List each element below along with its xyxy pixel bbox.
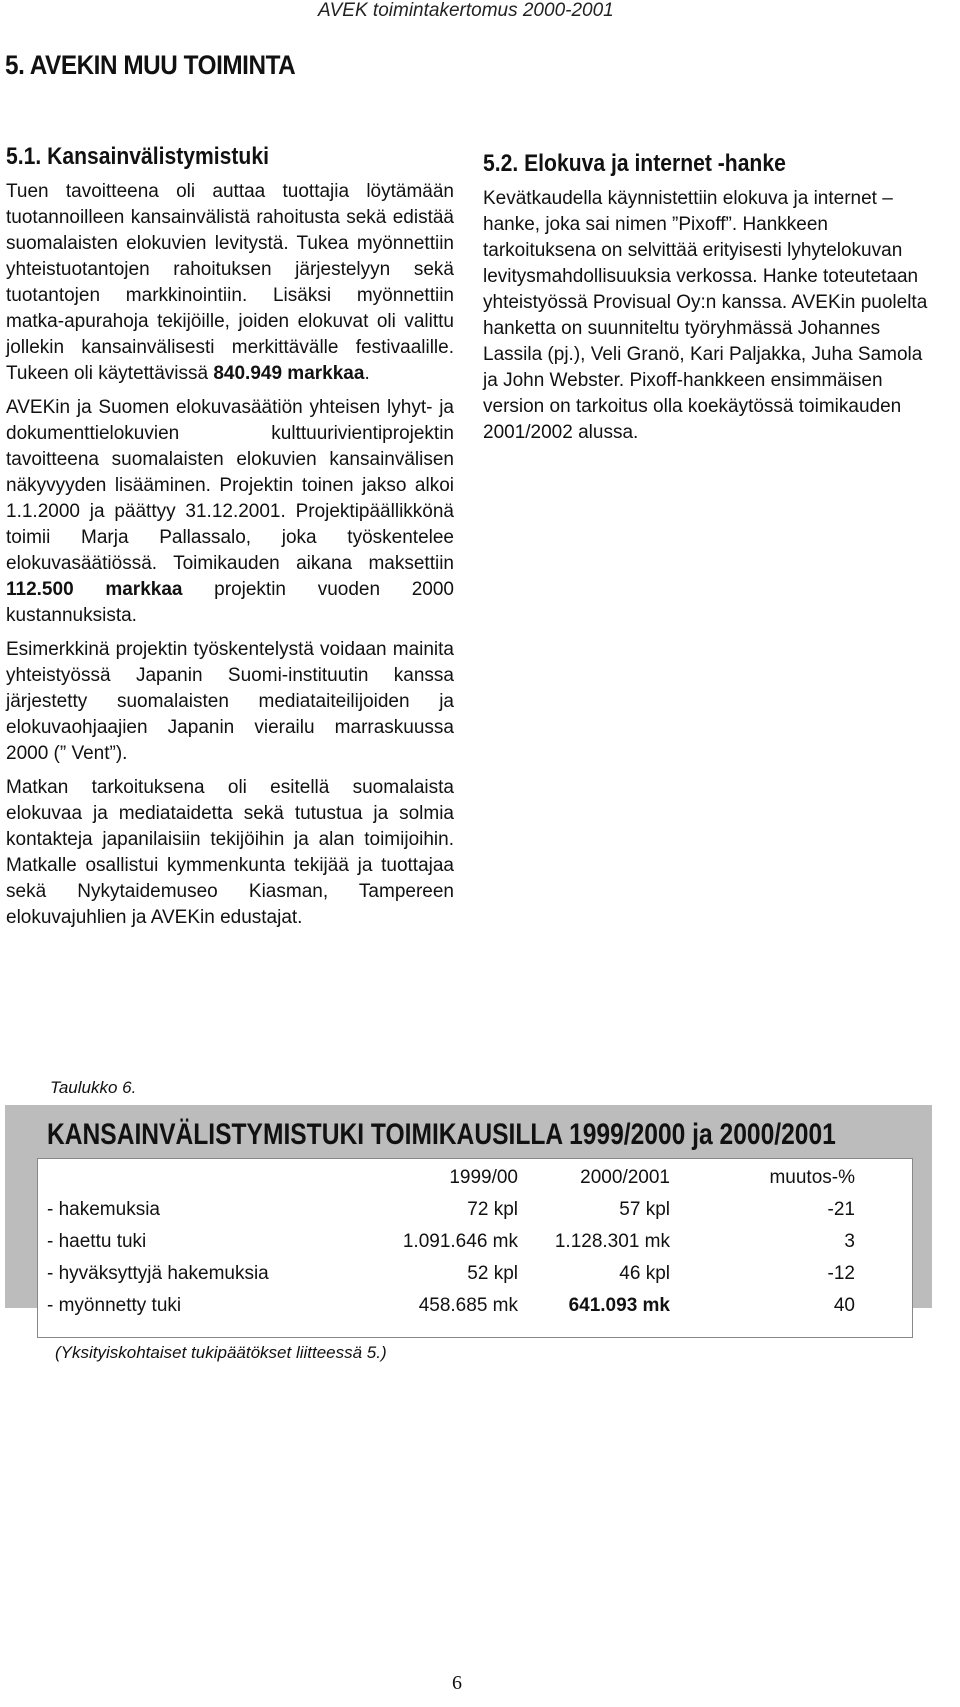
- page-number: 6: [452, 1672, 462, 1694]
- table-cell: 641.093 mk: [568, 1295, 670, 1316]
- table-row: [37, 1194, 855, 1226]
- paragraph: Matkan tarkoituksena oli esitellä suomalaista elokuvaa ja mediataidetta sekä tutustua ja solmia kontakteja japanilaisiin tekijöihin ja alan toimijoihin. Matkalle osallistui kymmenkunta tekijää ja tuottajaa sekä Nykytaidemuseo Kiasman, Tampereen elokuvajuhlien ja AVEKin edustajat.: [6, 777, 454, 928]
- table-cell: 57 kpl: [619, 1199, 670, 1220]
- table-cell: 3: [844, 1231, 855, 1252]
- table-cell: -12: [827, 1263, 855, 1284]
- table-row: [37, 1258, 855, 1290]
- section-5-1: [6, 143, 454, 939]
- paragraph: Tuen tavoitteena oli auttaa tuottajia löytämään tuotannoilleen kansainvälistä rahoitusta sekä edistää suomalaisten elokuvien levitystä. Tukea myönnettiin yhteistuotantojen rahoituksen järjestelyyn sekä tuotantojen markkinointiin. Lisäksi myönnettiin matka-apurahoja tekijöille, joiden elokuvat oli valittu jollekin kansainvälisesti merkittävälle festivaalille. Tukeen oli käytettävissä 840.949 markkaa.: [6, 181, 454, 384]
- paragraph: AVEKin ja Suomen elokuvasäätiön yhteisen lyhyt- ja dokumenttielokuvien kulttuurivientiprojektin tavoitteena suomalaisten elokuvien kansainvälisen näkyvyyden lisääminen. Projektin toinen jakso alkoi 1.1.2000 ja päättyy 31.12.2001. Projektipäällikkönä toimii Marja Pallassalo, joka työskentelee elokuvasäätiössä. Toimikauden aikana maksettiin 112.500 markkaa projektin vuoden 2000 kustannuksista.: [6, 397, 454, 626]
- table-row: [37, 1226, 855, 1258]
- stats-table: [37, 1162, 855, 1322]
- table-cell: 40: [833, 1295, 855, 1316]
- table-header-cell: [37, 1162, 353, 1194]
- paragraph: Kevätkaudella käynnistettiin elokuva ja internet –hanke, joka sai nimen ”Pixoff”. Hankkeen tarkoituksena on selvittää erityisesti lyhytelokuvan levitysmahdollisuuksia verkossa. Hanke toteutetaan yhteistyössä Provisual Oy:n kanssa. AVEKin puolelta hanketta on suunniteltu työryhmässä Johannes Lassila (pj.), Veli Granö, Kari Paljakka, Juha Samola ja John Webster. Pixoff-hankkeen ensimmäisen version on tarkoitus olla koekäytössä toimikauden 2001/2002 alussa.: [483, 188, 928, 443]
- table-cell: -21: [827, 1199, 855, 1220]
- table-cell: 46 kpl: [619, 1263, 670, 1284]
- table-cell: - myönnetty tuki: [47, 1295, 182, 1316]
- table-cell: - hakemuksia: [47, 1199, 160, 1220]
- table-header-cell: 2000/2001: [580, 1167, 670, 1188]
- table-cell: - hyväksyttyjä hakemuksia: [47, 1263, 269, 1284]
- table-title: KANSAINVÄLISTYMISTUKI TOIMIKAUSILLA 1999/2000 ja 2000/2001: [47, 1118, 836, 1151]
- table-cell: 1.091.646 mk: [402, 1231, 518, 1252]
- section-heading-5-2: 5.2. Elokuva ja internet -hanke: [483, 150, 786, 177]
- table-cell: 72 kpl: [467, 1199, 518, 1220]
- table-header-cell: muutos-%: [769, 1167, 855, 1188]
- table-cell: 458.685 mk: [418, 1295, 518, 1316]
- section-5-2: [483, 150, 935, 454]
- table-cell: - haettu tuki: [47, 1231, 147, 1252]
- chapter-title: 5. AVEKIN MUU TOIMINTA: [5, 50, 296, 80]
- table-cell: 52 kpl: [467, 1263, 518, 1284]
- table-cell: 1.128.301 mk: [554, 1231, 670, 1252]
- table-header-cell: 1999/00: [449, 1167, 518, 1188]
- running-header: AVEK toimintakertomus 2000-2001: [318, 0, 614, 21]
- table-footnote: (Yksityiskohtaiset tukipäätökset liitteessä 5.): [55, 1343, 387, 1362]
- paragraph: Esimerkkinä projektin työskentelystä voidaan mainita yhteistyössä Japanin Suomi-instituutin kanssa järjestetty suomalaisten mediataiteilijoiden ja elokuvaohjaajien Japanin vierailu marraskuussa 2000 (” Vent”).: [6, 639, 454, 764]
- table-caption: Taulukko 6.: [50, 1078, 137, 1097]
- section-heading-5-1: 5.1. Kansainvälistymistuki: [6, 143, 269, 170]
- table-row: [37, 1290, 855, 1322]
- table-header-row: [37, 1162, 855, 1194]
